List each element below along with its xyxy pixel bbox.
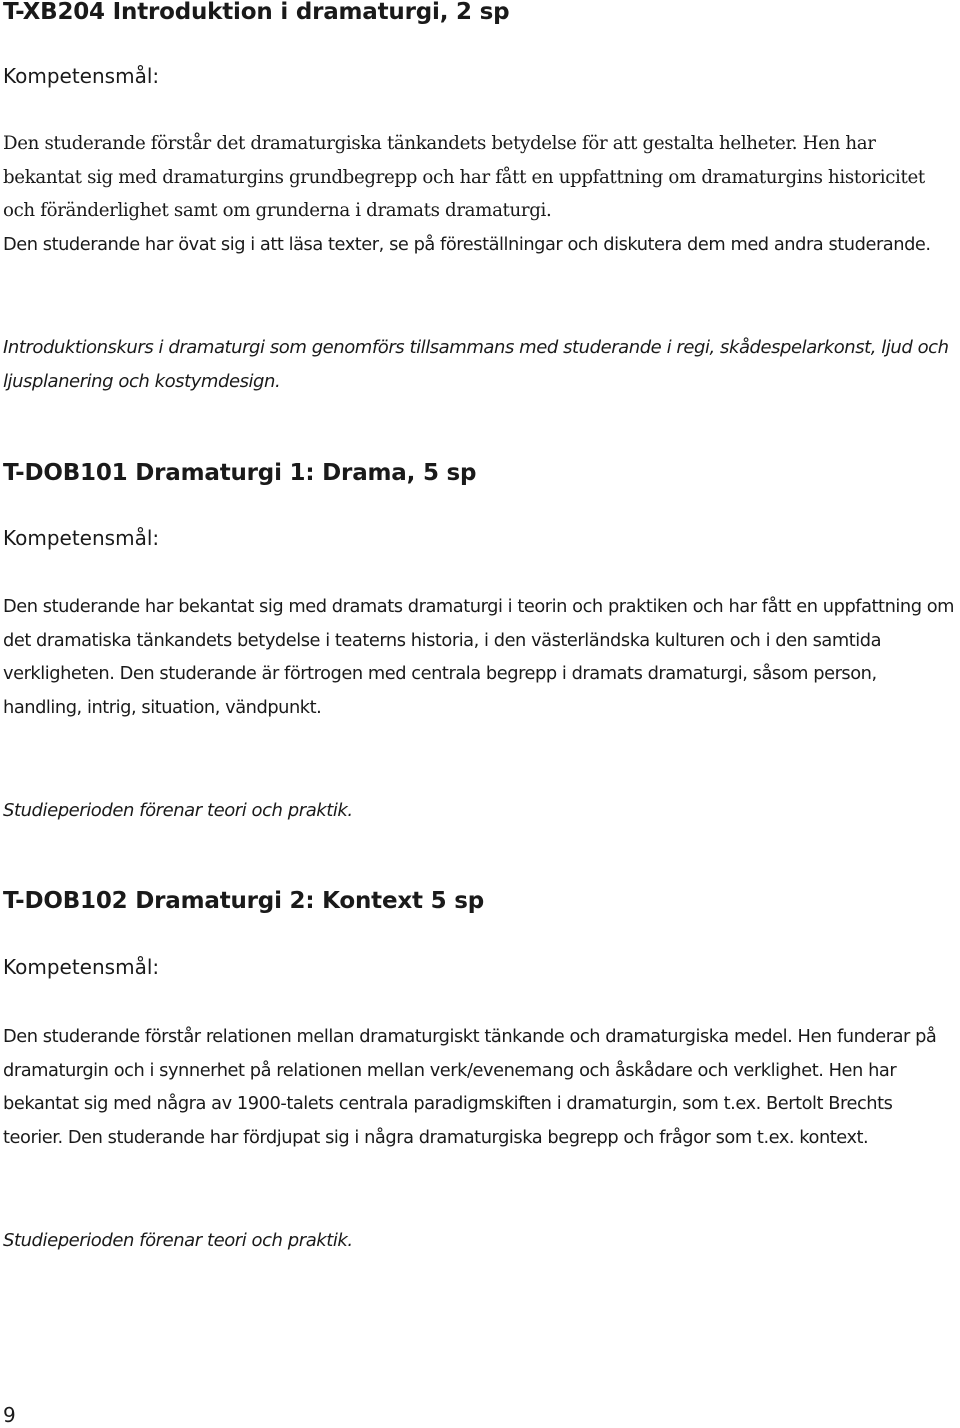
course-title: T-XB204 Introduktion i dramaturgi, 2 sp bbox=[3, 0, 510, 25]
competence-text: Den studerande förstår relationen mellan dramaturgiskt tänkande och dramaturgiska medel. Hen funderar på dramaturgin och i synnerhet på relationen mellan verk/evenemang och åskådare och verklighet. Hen har bekantat sig med några av 1900-talets centrala paradigmskiften i dramaturgin, som t.ex. Bertolt Brechts teorier. Den studerande har fördjupat sig i några dramaturgiska begrepp och frågor som t.ex. kontext. bbox=[3, 1026, 937, 1148]
competence-label: Kompetensmål: bbox=[3, 64, 160, 88]
competence-text-sans: Den studerande har övat sig i att läsa texter, se på föreställningar och diskutera dem med andra studerande. bbox=[3, 234, 931, 255]
competence-text-serif: Den studerande förstår det dramaturgiska tänkandets betydelse för att gestalta helheter. Hen har bekantat sig med dramaturgins grundbegrepp och har fått en uppfattning om dramaturgins historicitet och föränderlighet samt om grunderna i dramats dramaturgi. bbox=[3, 133, 925, 222]
course-note: Introduktionskurs i dramaturgi som genomförs tillsammans med studerande i regi, skådespelarkonst, ljud och ljusplanering och kostymdesign. bbox=[3, 337, 949, 392]
course-note: Studieperioden förenar teori och praktik. bbox=[3, 1230, 353, 1251]
competence-label: Kompetensmål: bbox=[3, 955, 160, 979]
competence-label: Kompetensmål: bbox=[3, 526, 160, 550]
course-title: T-DOB102 Dramaturgi 2: Kontext 5 sp bbox=[3, 888, 484, 914]
course-title: T-DOB101 Dramaturgi 1: Drama, 5 sp bbox=[3, 460, 477, 486]
page-number: 9 bbox=[3, 1403, 16, 1427]
course-note: Studieperioden förenar teori och praktik. bbox=[3, 800, 353, 821]
competence-text: Den studerande har bekantat sig med dramats dramaturgi i teorin och praktiken och har fått en uppfattning om det dramatiska tänkandets betydelse i teaterns historia, i den västerländska kulturen och i den samtida verkligheten. Den studerande är förtrogen med centrala begrepp i dramats dramaturgi, såsom person, handling, intrig, situation, vändpunkt. bbox=[3, 596, 955, 718]
